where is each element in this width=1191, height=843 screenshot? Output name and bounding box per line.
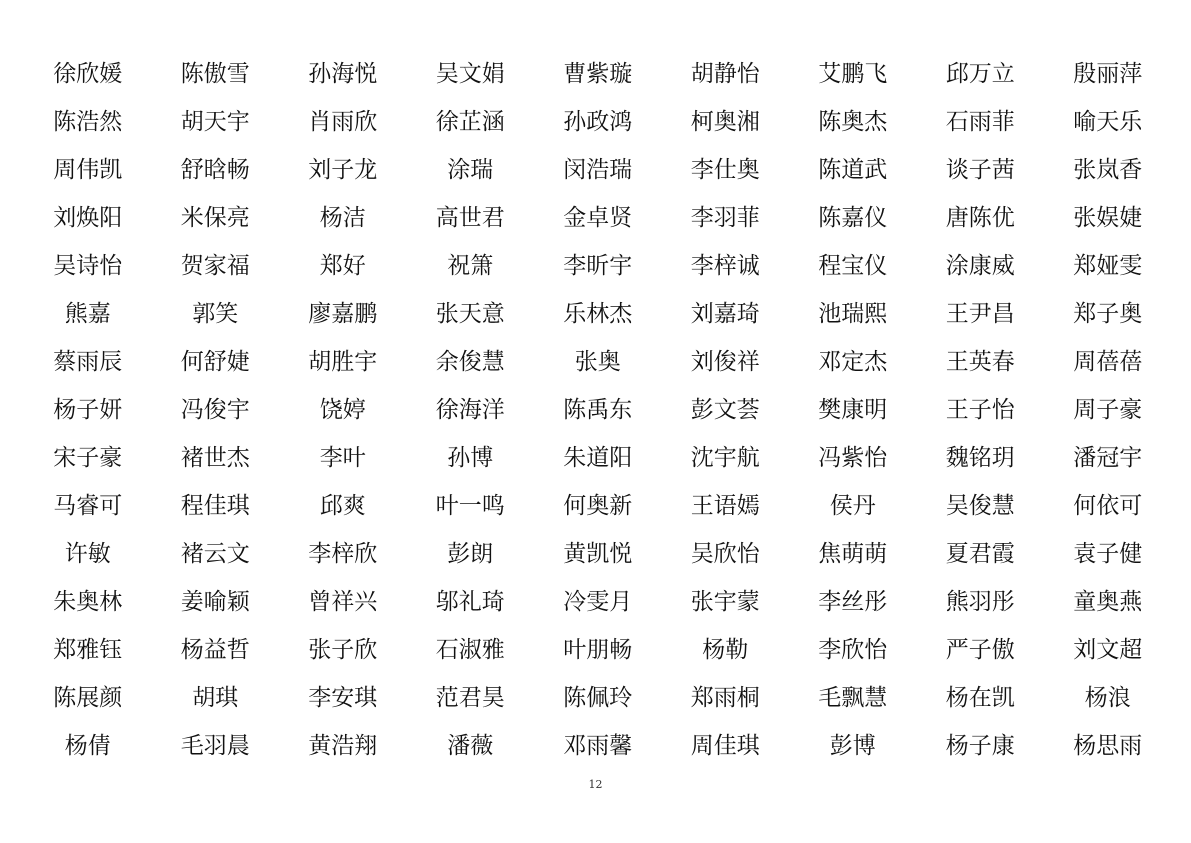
name-cell: 涂康威 [945, 253, 1015, 279]
name-cell: 杨倩 [64, 733, 111, 759]
name-cell: 吴诗怡 [53, 253, 123, 279]
name-cell: 曾祥兴 [308, 589, 378, 615]
name-cell: 郑好 [319, 253, 366, 279]
name-cell: 舒晗畅 [180, 157, 250, 183]
name-cell: 贺家福 [180, 253, 250, 279]
name-cell: 王英春 [945, 349, 1015, 375]
name-cell: 艾鹏飞 [818, 61, 888, 87]
name-cell: 杨子妍 [53, 397, 123, 423]
name-cell: 刘俊祥 [690, 349, 760, 375]
name-cell: 童奥燕 [1073, 589, 1143, 615]
name-cell: 石雨菲 [945, 109, 1015, 135]
name-cell: 张子欣 [308, 637, 378, 663]
name-cell: 程佳琪 [180, 493, 250, 519]
name-cell: 何奥新 [563, 493, 633, 519]
name-cell: 金卓贤 [563, 205, 633, 231]
name-cell: 熊嘉 [64, 301, 111, 327]
name-cell: 郭笑 [192, 301, 239, 327]
name-cell: 邓雨馨 [563, 733, 633, 759]
name-cell: 杨思雨 [1073, 733, 1143, 759]
name-cell: 柯奥湘 [690, 109, 760, 135]
name-cell: 刘焕阳 [53, 205, 123, 231]
name-cell: 喻天乐 [1073, 109, 1143, 135]
name-cell: 张岚香 [1073, 157, 1143, 183]
name-cell: 熊羽彤 [945, 589, 1015, 615]
name-cell: 周子豪 [1073, 397, 1143, 423]
name-cell: 徐海洋 [435, 397, 505, 423]
name-cell: 王尹昌 [945, 301, 1015, 327]
name-cell: 刘子龙 [308, 157, 378, 183]
name-cell: 李梓欣 [308, 541, 378, 567]
name-cell: 孙海悦 [308, 61, 378, 87]
name-cell: 严子傲 [945, 637, 1015, 663]
name-cell: 李丝彤 [818, 589, 888, 615]
name-cell: 周伟凯 [53, 157, 123, 183]
name-cell: 邓定杰 [818, 349, 888, 375]
name-cell: 饶婷 [319, 397, 366, 423]
name-cell: 毛羽晨 [180, 733, 250, 759]
name-cell: 冯紫怡 [818, 445, 888, 471]
name-cell: 王子怡 [945, 397, 1015, 423]
name-cell: 孙博 [447, 445, 494, 471]
name-cell: 李欣怡 [818, 637, 888, 663]
name-cell: 范君昊 [435, 685, 505, 711]
name-cell: 潘薇 [447, 733, 494, 759]
name-cell: 李安琪 [308, 685, 378, 711]
name-cell: 马睿可 [53, 493, 123, 519]
name-cell: 胡胜宇 [308, 349, 378, 375]
name-cell: 曹紫璇 [563, 61, 633, 87]
name-cell: 许敏 [64, 541, 111, 567]
name-cell: 张天意 [435, 301, 505, 327]
name-cell: 孙政鸿 [563, 109, 633, 135]
name-cell: 程宝仪 [818, 253, 888, 279]
page-number: 12 [588, 778, 603, 791]
name-cell: 侯丹 [829, 493, 876, 519]
name-cell: 杨子康 [945, 733, 1015, 759]
name-cell: 徐欣媛 [53, 61, 123, 87]
name-cell: 张娱婕 [1073, 205, 1143, 231]
name-cell: 周佳琪 [690, 733, 760, 759]
name-cell: 石淑雅 [435, 637, 505, 663]
name-cell: 陈傲雪 [180, 61, 250, 87]
name-cell: 徐芷涵 [435, 109, 505, 135]
name-grid [24, 50, 1172, 770]
name-cell: 邱爽 [319, 493, 366, 519]
name-cell: 祝箫 [447, 253, 494, 279]
name-cell: 黄浩翔 [308, 733, 378, 759]
name-cell: 彭博 [829, 733, 876, 759]
name-cell: 陈道武 [818, 157, 888, 183]
name-cell: 郑子奥 [1073, 301, 1143, 327]
name-cell: 李仕奥 [690, 157, 760, 183]
name-cell: 胡天宇 [180, 109, 250, 135]
name-cell: 张宇蒙 [690, 589, 760, 615]
name-cell: 高世君 [435, 205, 505, 231]
name-cell: 陈奥杰 [818, 109, 888, 135]
name-cell: 刘文超 [1073, 637, 1143, 663]
name-cell: 陈禹东 [563, 397, 633, 423]
name-cell: 叶朋畅 [563, 637, 633, 663]
name-cell: 邱万立 [945, 61, 1015, 87]
name-cell: 黄凯悦 [563, 541, 633, 567]
name-cell: 刘嘉琦 [690, 301, 760, 327]
name-cell: 涂瑞 [447, 157, 494, 183]
name-cell: 杨在凯 [945, 685, 1015, 711]
name-cell: 吴文娟 [435, 61, 505, 87]
name-cell: 焦萌萌 [818, 541, 888, 567]
name-cell: 米保亮 [180, 205, 250, 231]
name-cell: 朱奥林 [53, 589, 123, 615]
name-cell: 杨益哲 [180, 637, 250, 663]
name-cell: 叶一鸣 [435, 493, 505, 519]
name-cell: 郑娅雯 [1073, 253, 1143, 279]
name-cell: 朱道阳 [563, 445, 633, 471]
name-cell: 余俊慧 [435, 349, 505, 375]
name-cell: 冯俊宇 [180, 397, 250, 423]
name-cell: 杨勒 [702, 637, 749, 663]
name-cell: 郑雅钰 [53, 637, 123, 663]
name-cell: 吴俊慧 [945, 493, 1015, 519]
name-cell: 郑雨桐 [690, 685, 760, 711]
name-cell: 李叶 [319, 445, 366, 471]
name-cell: 彭文荟 [690, 397, 760, 423]
name-cell: 魏铭玥 [945, 445, 1015, 471]
name-cell: 陈展颜 [53, 685, 123, 711]
name-cell: 胡琪 [192, 685, 239, 711]
name-cell: 闵浩瑞 [563, 157, 633, 183]
name-cell: 姜喻颖 [180, 589, 250, 615]
name-cell: 蔡雨辰 [53, 349, 123, 375]
name-cell: 袁子健 [1073, 541, 1143, 567]
name-cell: 何依可 [1073, 493, 1143, 519]
name-cell: 胡静怡 [690, 61, 760, 87]
name-cell: 杨浪 [1084, 685, 1131, 711]
name-cell: 李梓诚 [690, 253, 760, 279]
name-cell: 李昕宇 [563, 253, 633, 279]
name-cell: 廖嘉鹏 [308, 301, 378, 327]
name-cell: 冷雯月 [563, 589, 633, 615]
name-cell: 何舒婕 [180, 349, 250, 375]
name-cell: 周蓓蓓 [1073, 349, 1143, 375]
name-cell: 杨洁 [319, 205, 366, 231]
name-cell: 毛飘慧 [818, 685, 888, 711]
name-cell: 樊康明 [818, 397, 888, 423]
name-cell: 褚世杰 [180, 445, 250, 471]
name-cell: 宋子豪 [53, 445, 123, 471]
name-cell: 李羽菲 [690, 205, 760, 231]
name-cell: 夏君霞 [945, 541, 1015, 567]
name-cell: 陈佩玲 [563, 685, 633, 711]
name-cell: 吴欣怡 [690, 541, 760, 567]
name-cell: 谈子茜 [945, 157, 1015, 183]
name-cell: 肖雨欣 [308, 109, 378, 135]
name-cell: 褚云文 [180, 541, 250, 567]
name-cell: 张奥 [574, 349, 621, 375]
name-cell: 殷丽萍 [1073, 61, 1143, 87]
name-cell: 彭朗 [447, 541, 494, 567]
name-cell: 乐林杰 [563, 301, 633, 327]
name-cell: 陈嘉仪 [818, 205, 888, 231]
name-cell: 潘冠宇 [1073, 445, 1143, 471]
name-cell: 陈浩然 [53, 109, 123, 135]
name-cell: 唐陈优 [945, 205, 1015, 231]
name-cell: 王语嫣 [690, 493, 760, 519]
name-cell: 池瑞熙 [818, 301, 888, 327]
name-cell: 沈宇航 [690, 445, 760, 471]
name-cell: 邬礼琦 [435, 589, 505, 615]
